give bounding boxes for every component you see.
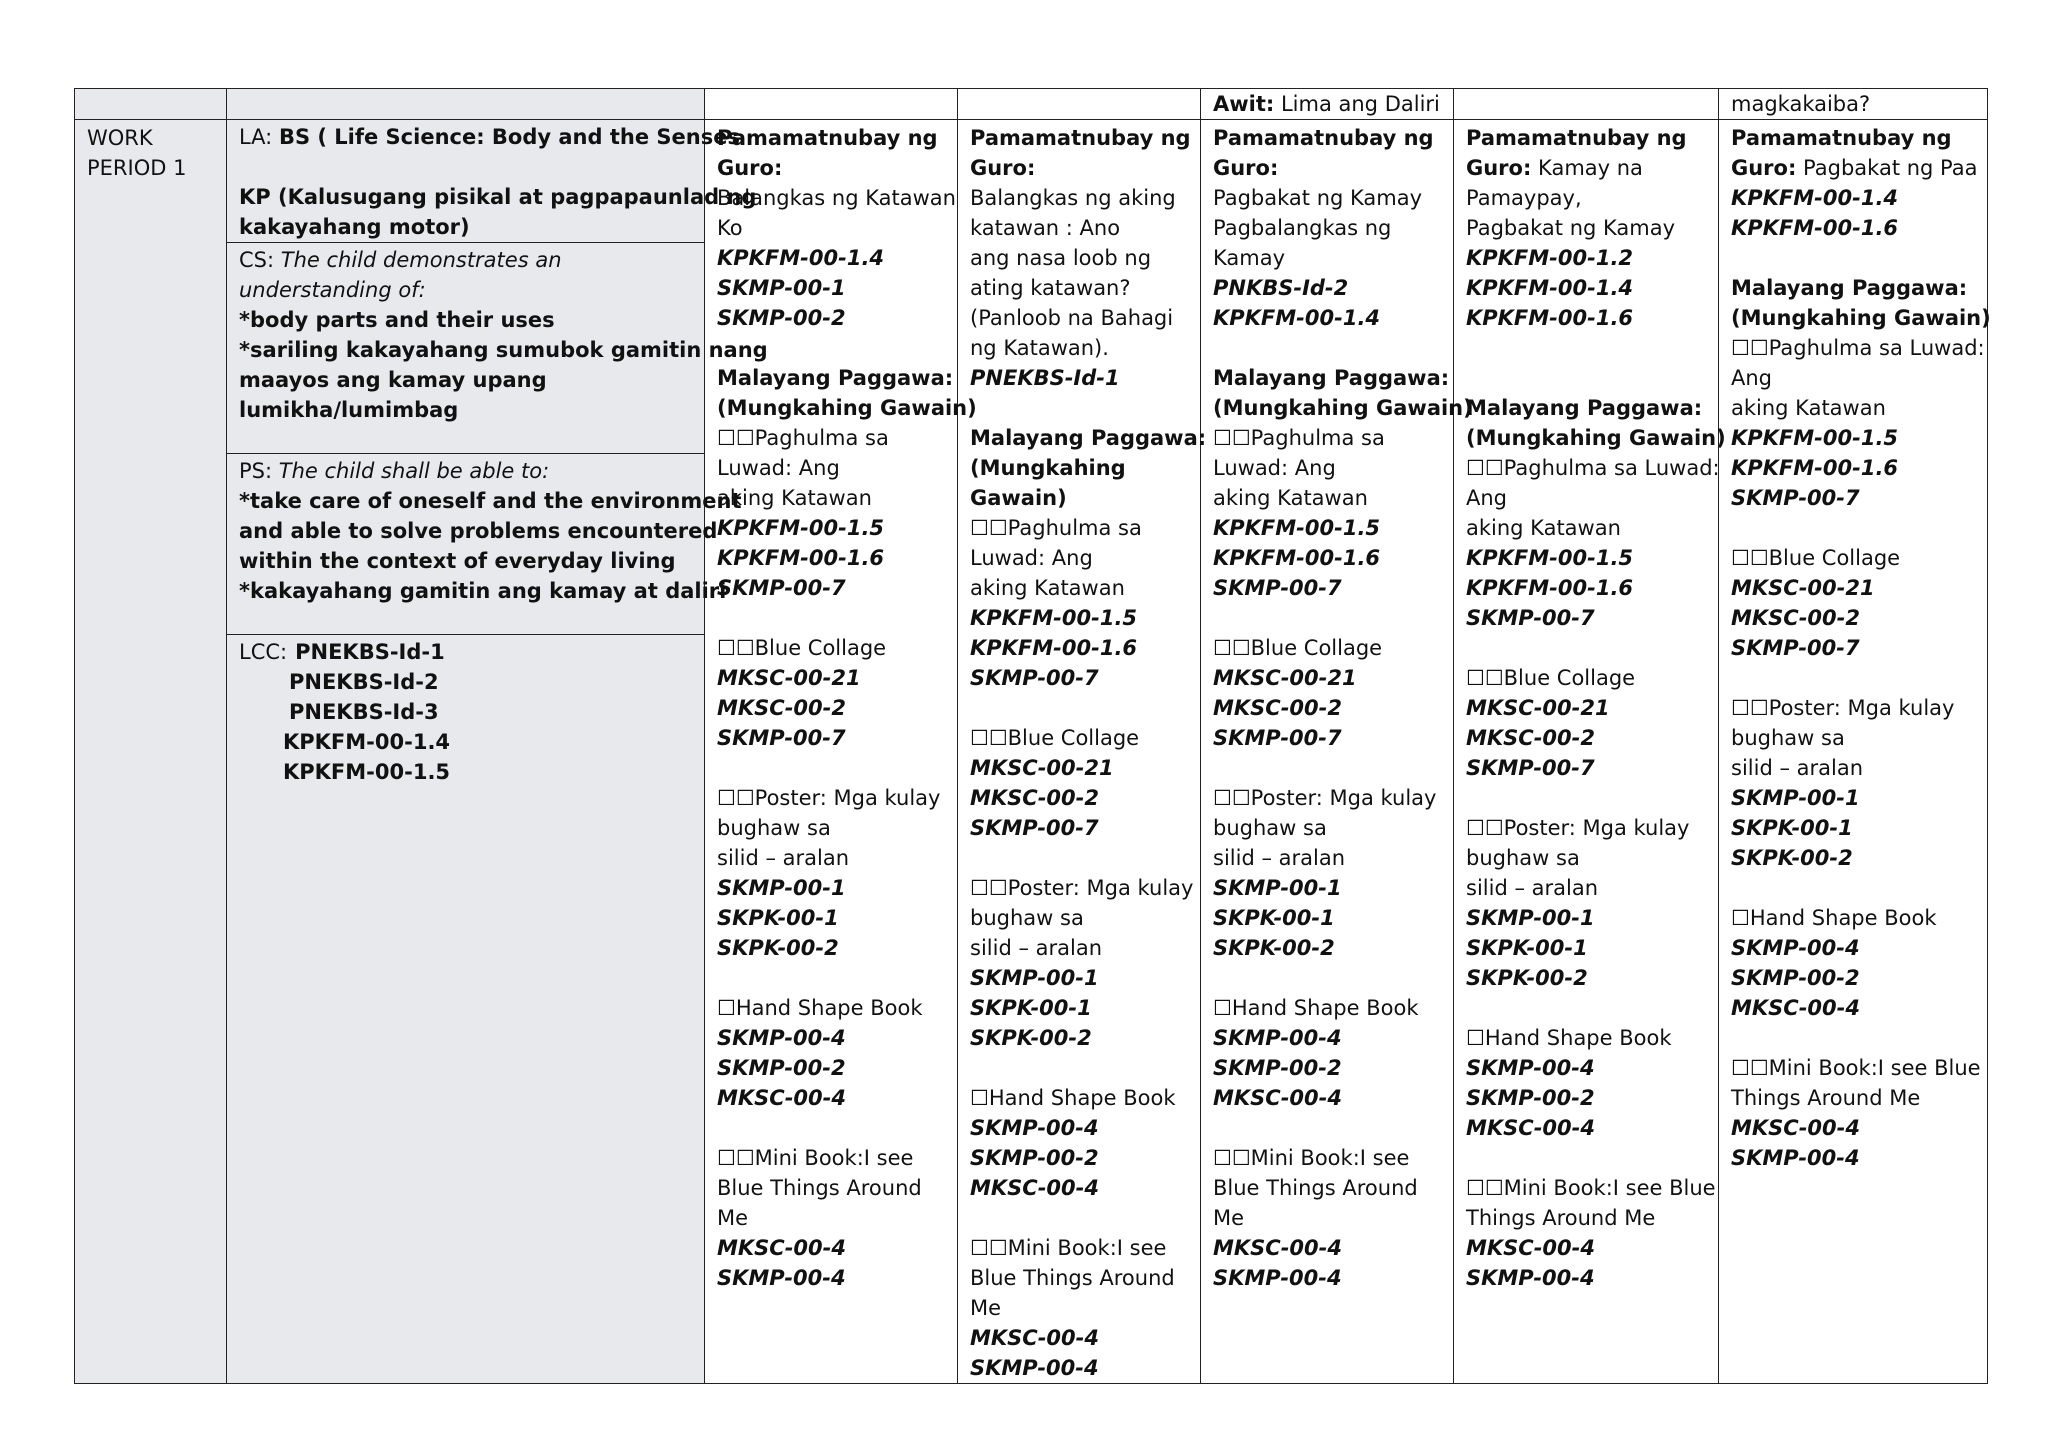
- competency-code: KPKFM-00-1.6: [1731, 216, 1899, 240]
- activity-line-text: Pagbakat ng Paa: [1796, 156, 1978, 180]
- activity-line: Ko: [717, 216, 743, 240]
- activity-line: ☐☐Blue Collage: [717, 636, 887, 660]
- activity-line: ☐☐Blue Collage: [970, 726, 1140, 750]
- competency-code: SKMP-00-1: [1731, 786, 1860, 810]
- competency-code: MKSC-00-2: [970, 786, 1099, 810]
- competency-code: SKPK-00-1: [717, 906, 839, 930]
- activity-line: ☐☐Mini Book:I see Blue: [1466, 1176, 1716, 1200]
- competency-code: SKMP-00-2: [1466, 1086, 1595, 1110]
- day3-activities-cell: [1201, 120, 1473, 1384]
- competency-code: MKSC-00-4: [717, 1236, 846, 1260]
- song-label: Awit:: [1213, 92, 1275, 116]
- day4-activities-cell: [1454, 120, 1726, 1384]
- activity-line: ☐☐Paghulma sa Luwad:: [1731, 336, 1985, 360]
- activity-line: Ang: [1731, 366, 1773, 390]
- activity-heading: (Mungkahing Gawain): [1731, 306, 1991, 330]
- period-label-line1: WORK: [87, 126, 153, 150]
- activity-line: ☐Hand Shape Book: [970, 1086, 1176, 1110]
- competency-code: SKMP-00-4: [717, 1266, 846, 1290]
- activity-line: bughaw sa: [717, 816, 831, 840]
- activity-line: Luwad: Ang: [717, 456, 840, 480]
- daily-lesson-log-table: [74, 88, 1991, 1384]
- competency-code: SKMP-00-7: [1213, 726, 1342, 750]
- activity-line: Me: [717, 1206, 749, 1230]
- activity-heading: Pamamatnubay ng: [1213, 126, 1434, 150]
- competency-code: SKMP-00-4: [970, 1116, 1099, 1140]
- activity-heading: Pamamatnubay ng: [970, 126, 1191, 150]
- cs-bullet2c: lumikha/lumimbag: [239, 398, 459, 422]
- competency-code: SKMP-00-1: [970, 966, 1099, 990]
- lcc-code: KPKFM-00-1.5: [283, 760, 451, 784]
- competency-code: SKMP-00-7: [1213, 576, 1342, 600]
- line-spacer: [1731, 873, 1975, 903]
- competency-code: MKSC-00-4: [1731, 996, 1860, 1020]
- activity-line: Pagbalangkas ng: [1213, 216, 1392, 240]
- competency-code: KPKFM-00-1.5: [1466, 546, 1634, 570]
- cs-intro1: The child demonstrates an: [280, 248, 562, 272]
- period-cell-top: [75, 89, 227, 120]
- kp-line1: KP (Kalusugang pisikal at pagpapaunlad ng: [239, 185, 757, 209]
- activity-line: Blue Things Around: [717, 1176, 922, 1200]
- activity-line: aking Katawan: [1213, 486, 1368, 510]
- activity-line: katawan : Ano: [970, 216, 1121, 240]
- activity-line: ☐☐Paghulma sa Luwad:: [1466, 456, 1720, 480]
- lcc-code: PNEKBS-Id-1: [295, 640, 445, 664]
- competency-code: MKSC-00-4: [1466, 1116, 1595, 1140]
- activity-line-bold: Guro:: [1466, 156, 1532, 180]
- header-continuation-row: [75, 89, 1988, 120]
- activity-heading: Malayang Paggawa:: [717, 366, 954, 390]
- cs-bullet2b: maayos ang kamay upang: [239, 368, 547, 392]
- activity-heading: Pamamatnubay ng: [1731, 126, 1952, 150]
- activity-heading: (Mungkahing Gawain): [1466, 426, 1726, 450]
- competency-code: MKSC-00-2: [1731, 606, 1860, 630]
- competency-code: SKMP-00-2: [717, 1056, 846, 1080]
- activity-line: bughaw sa: [970, 906, 1084, 930]
- competency-code: SKMP-00-1: [717, 876, 846, 900]
- day4-cell-top: [1454, 89, 1719, 120]
- competency-code: PNEKBS-Id-1: [970, 366, 1120, 390]
- competency-code: MKSC-00-21: [717, 666, 861, 690]
- activity-line: Balangkas ng Katawan: [717, 186, 956, 210]
- day2-cell-top: [958, 89, 1201, 120]
- day1-activities-cell: [705, 120, 977, 1384]
- day5-activities-cell: [1719, 120, 1991, 1384]
- activity-line: (Panloob na Bahagi: [970, 306, 1174, 330]
- competency-code: KPKFM-00-1.6: [1213, 546, 1381, 570]
- competency-code: SKMP-00-7: [970, 816, 1099, 840]
- competency-code: KPKFM-00-1.5: [970, 606, 1138, 630]
- line-spacer: [1213, 333, 1441, 363]
- competency-code: SKMP-00-1: [1466, 906, 1595, 930]
- activity-heading: (Mungkahing Gawain): [717, 396, 977, 420]
- activity-line: bughaw sa: [1466, 846, 1580, 870]
- ps-bullet1b: and able to solve problems encountered: [239, 519, 718, 543]
- line-spacer: [717, 963, 945, 993]
- competency-code: SKPK-00-2: [1213, 936, 1335, 960]
- line-spacer: [1213, 1113, 1441, 1143]
- competency-cell-top: [227, 89, 705, 120]
- activity-line: silid – aralan: [717, 846, 850, 870]
- competency-code: MKSC-00-4: [717, 1086, 846, 1110]
- competency-code: SKMP-00-7: [1466, 756, 1595, 780]
- la-text: BS ( Life Science: Body and the Senses: [278, 125, 740, 149]
- competency-code: SKMP-00-7: [1731, 636, 1860, 660]
- line-spacer: [1466, 363, 1706, 393]
- activity-line: ☐Hand Shape Book: [1213, 996, 1419, 1020]
- competency-code: SKMP-00-4: [1213, 1026, 1342, 1050]
- activity-line: silid – aralan: [1466, 876, 1599, 900]
- competency-code: KPKFM-00-1.6: [1466, 306, 1634, 330]
- line-spacer: [1213, 753, 1441, 783]
- competency-code: MKSC-00-21: [1213, 666, 1357, 690]
- line-spacer: [970, 1203, 1188, 1233]
- competency-code: KPKFM-00-1.4: [1731, 186, 1899, 210]
- activity-heading: Guro:: [970, 156, 1036, 180]
- lcc-code: PNEKBS-Id-2: [289, 670, 439, 694]
- cs-prefix: CS:: [239, 248, 281, 272]
- competency-code: SKMP-00-2: [1731, 966, 1860, 990]
- activity-heading: Malayang Paggawa:: [1466, 396, 1703, 420]
- competency-code: KPKFM-00-1.4: [717, 246, 885, 270]
- activity-line: [1466, 123, 1706, 153]
- activity-line: Ang: [1466, 486, 1508, 510]
- line-spacer: [1466, 783, 1706, 813]
- competency-code: MKSC-00-2: [717, 696, 846, 720]
- ps-bullet1c: within the context of everyday living: [239, 549, 676, 573]
- kp-line2: kakayahang motor): [239, 215, 470, 239]
- activity-line: ☐☐Mini Book:I see: [717, 1146, 914, 1170]
- activity-heading: Guro:: [717, 156, 783, 180]
- competency-code: SKPK-00-1: [1213, 906, 1335, 930]
- line-spacer: [1731, 1023, 1975, 1053]
- activity-line: Balangkas ng aking: [970, 186, 1176, 210]
- activity-line: ☐☐Poster: Mga kulay: [1213, 786, 1437, 810]
- competency-code: MKSC-00-4: [970, 1326, 1099, 1350]
- competency-code: SKPK-00-1: [970, 996, 1092, 1020]
- line-spacer: [970, 393, 1188, 423]
- activity-heading: (Mungkahing: [970, 456, 1126, 480]
- line-spacer: [717, 1113, 945, 1143]
- competency-code: SKMP-00-2: [1213, 1056, 1342, 1080]
- competency-code: KPKFM-00-1.2: [1466, 246, 1634, 270]
- line-spacer: [1731, 663, 1975, 693]
- activity-line: ☐☐Paghulma sa: [970, 516, 1142, 540]
- day2-activities-cell: [958, 120, 1207, 1384]
- activity-line: ☐☐Mini Book:I see: [970, 1236, 1167, 1260]
- competency-code: SKMP-00-1: [717, 276, 846, 300]
- competency-code: SKMP-00-4: [717, 1026, 846, 1050]
- lcc-code: KPKFM-00-1.4: [283, 730, 451, 754]
- competency-code: KPKFM-00-1.5: [1213, 516, 1381, 540]
- competency-code: PNKBS-Id-2: [1213, 276, 1349, 300]
- activity-line: Pagbakat ng Kamay: [1213, 186, 1423, 210]
- cs-bullet1: *body parts and their uses: [239, 308, 555, 332]
- competency-code: SKMP-00-7: [717, 726, 846, 750]
- activity-line: ☐☐Mini Book:I see: [1213, 1146, 1410, 1170]
- competency-code: KPKFM-00-1.4: [1466, 276, 1634, 300]
- activity-line: bughaw sa: [1213, 816, 1327, 840]
- activity-line: Luwad: Ang: [1213, 456, 1336, 480]
- line-spacer: [970, 1053, 1188, 1083]
- activity-line: Pagbakat ng Kamay: [1466, 216, 1676, 240]
- activity-line: aking Katawan: [970, 576, 1125, 600]
- activity-line: Luwad: Ang: [970, 546, 1093, 570]
- line-spacer: [1213, 603, 1441, 633]
- activity-line: aking Katawan: [1466, 516, 1621, 540]
- competency-code: SKMP-00-4: [970, 1356, 1099, 1380]
- competency-code: MKSC-00-21: [970, 756, 1114, 780]
- competency-code: SKMP-00-2: [970, 1146, 1099, 1170]
- activity-line: aking Katawan: [717, 486, 872, 510]
- activity-line: Blue Things Around: [970, 1266, 1175, 1290]
- activity-heading: Malayang Paggawa:: [1731, 276, 1968, 300]
- ps-bullet1a: *take care of oneself and the environment: [239, 489, 742, 513]
- activity-line: Things Around Me: [1731, 1086, 1921, 1110]
- activity-heading: Pamamatnubay ng: [717, 126, 938, 150]
- line-spacer: [1213, 963, 1441, 993]
- competency-code: MKSC-00-4: [1213, 1086, 1342, 1110]
- lcc-section: [227, 635, 704, 787]
- competency-code: SKMP-00-4: [1731, 1146, 1860, 1170]
- day5-question-end: magkakaiba?: [1731, 92, 1871, 116]
- period-label-cell: [75, 120, 227, 1384]
- activity-line: ☐☐Paghulma sa: [1213, 426, 1385, 450]
- competency-code: MKSC-00-21: [1731, 576, 1875, 600]
- activity-line-bold: Pamamatnubay ng: [1466, 126, 1687, 150]
- activity-line: ☐☐Poster: Mga kulay: [1466, 816, 1690, 840]
- line-spacer: [1466, 1143, 1706, 1173]
- activity-line: ☐☐Blue Collage: [1731, 546, 1901, 570]
- competency-code: SKPK-00-2: [1731, 846, 1853, 870]
- activity-heading: Malayang Paggawa:: [970, 426, 1207, 450]
- activity-line: silid – aralan: [1213, 846, 1346, 870]
- activity-line: ng Katawan).: [970, 336, 1109, 360]
- activity-heading: Malayang Paggawa:: [1213, 366, 1450, 390]
- competency-code: SKMP-00-4: [1466, 1266, 1595, 1290]
- activity-line: ating katawan?: [970, 276, 1131, 300]
- activity-line-text: Kamay na: [1531, 156, 1643, 180]
- activity-line: [1466, 153, 1706, 183]
- competency-code: SKMP-00-4: [1213, 1266, 1342, 1290]
- competency-code: MKSC-00-4: [1466, 1236, 1595, 1260]
- activity-line: Me: [1213, 1206, 1245, 1230]
- line-spacer: [1731, 243, 1975, 273]
- content-standard-section: [227, 243, 768, 454]
- activity-line: ☐☐Blue Collage: [1213, 636, 1383, 660]
- ps-prefix: PS:: [239, 459, 279, 483]
- line-spacer: [970, 693, 1188, 723]
- competency-code: MKSC-00-4: [1213, 1236, 1342, 1260]
- activity-line: Kamay: [1213, 246, 1286, 270]
- cs-intro2: understanding of:: [239, 278, 426, 302]
- activity-line: bughaw sa: [1731, 726, 1845, 750]
- line-spacer: [1466, 333, 1706, 363]
- competency-code: MKSC-00-2: [1466, 726, 1595, 750]
- activity-line: aking Katawan: [1731, 396, 1886, 420]
- activity-line: ☐Hand Shape Book: [1466, 1026, 1672, 1050]
- activity-line: ☐☐Mini Book:I see Blue: [1731, 1056, 1981, 1080]
- activity-heading: Guro:: [1213, 156, 1279, 180]
- activity-heading: (Mungkahing Gawain): [1213, 396, 1473, 420]
- competency-code: MKSC-00-4: [970, 1176, 1099, 1200]
- work-period-row: [75, 120, 1988, 1384]
- performance-standard-section: [227, 454, 742, 635]
- lcc-code: PNEKBS-Id-3: [289, 700, 439, 724]
- competency-code: SKPK-00-1: [1731, 816, 1853, 840]
- line-spacer: [970, 843, 1188, 873]
- competency-code: SKMP-00-7: [717, 576, 846, 600]
- activity-line: Blue Things Around: [1213, 1176, 1418, 1200]
- competency-code: SKMP-00-7: [970, 666, 1099, 690]
- activity-line-bold: Guro:: [1731, 156, 1797, 180]
- activity-line: Pamaypay,: [1466, 186, 1582, 210]
- activity-line: [1731, 153, 1978, 183]
- competency-code: SKMP-00-7: [1466, 606, 1595, 630]
- activity-line: ☐☐Poster: Mga kulay: [970, 876, 1194, 900]
- line-spacer: [1466, 633, 1706, 663]
- activity-line: ☐☐Poster: Mga kulay: [717, 786, 941, 810]
- song-title: Lima ang Daliri: [1274, 92, 1440, 116]
- competency-code: KPKFM-00-1.6: [970, 636, 1138, 660]
- competency-code: SKPK-00-2: [970, 1026, 1092, 1050]
- line-spacer: [1466, 993, 1706, 1023]
- competency-code: KPKFM-00-1.6: [1466, 576, 1634, 600]
- activity-line: ☐Hand Shape Book: [717, 996, 923, 1020]
- activity-line: Things Around Me: [1466, 1206, 1656, 1230]
- competency-code: SKMP-00-4: [1731, 936, 1860, 960]
- day5-cell-top: [1719, 89, 1988, 120]
- line-spacer: [1731, 513, 1975, 543]
- competency-code: KPKFM-00-1.6: [1731, 456, 1899, 480]
- competency-code: SKMP-00-2: [717, 306, 846, 330]
- competency-code: KPKFM-00-1.4: [1213, 306, 1381, 330]
- activity-line: ☐☐Poster: Mga kulay: [1731, 696, 1955, 720]
- day1-cell-top: [705, 89, 958, 120]
- competency-code: MKSC-00-2: [1213, 696, 1342, 720]
- day3-cell-top: [1201, 89, 1454, 120]
- cs-bullet2a: *sariling kakayahang sumubok gamitin nang: [239, 338, 768, 362]
- period-label-line2: PERIOD 1: [87, 156, 187, 180]
- line-spacer: [717, 753, 945, 783]
- ps-intro: The child shall be able to:: [278, 459, 550, 483]
- lcc-prefix: LCC:: [239, 640, 288, 664]
- activity-line: ☐☐Paghulma sa: [717, 426, 889, 450]
- competency-code: SKPK-00-1: [1466, 936, 1588, 960]
- competency-code: SKMP-00-1: [1213, 876, 1342, 900]
- activity-line: ang nasa loob ng: [970, 246, 1152, 270]
- competency-code: KPKFM-00-1.5: [1731, 426, 1899, 450]
- competency-code: SKPK-00-2: [1466, 966, 1588, 990]
- competency-code: KPKFM-00-1.5: [717, 516, 885, 540]
- line-spacer: [717, 603, 945, 633]
- activity-line: ☐Hand Shape Book: [1731, 906, 1937, 930]
- activity-line: silid – aralan: [1731, 756, 1864, 780]
- activity-line: silid – aralan: [970, 936, 1103, 960]
- competency-code: SKMP-00-7: [1731, 486, 1860, 510]
- activity-line: Me: [970, 1296, 1002, 1320]
- activity-line: ☐☐Blue Collage: [1466, 666, 1636, 690]
- competency-code: SKMP-00-4: [1466, 1056, 1595, 1080]
- competency-code: SKPK-00-2: [717, 936, 839, 960]
- la-prefix: LA:: [239, 125, 279, 149]
- competency-code: MKSC-00-21: [1466, 696, 1610, 720]
- competency-code: KPKFM-00-1.6: [717, 546, 885, 570]
- activity-heading: Gawain): [970, 486, 1067, 510]
- ps-bullet2: *kakayahang gamitin ang kamay at daliri: [239, 579, 727, 603]
- competency-code: MKSC-00-4: [1731, 1116, 1860, 1140]
